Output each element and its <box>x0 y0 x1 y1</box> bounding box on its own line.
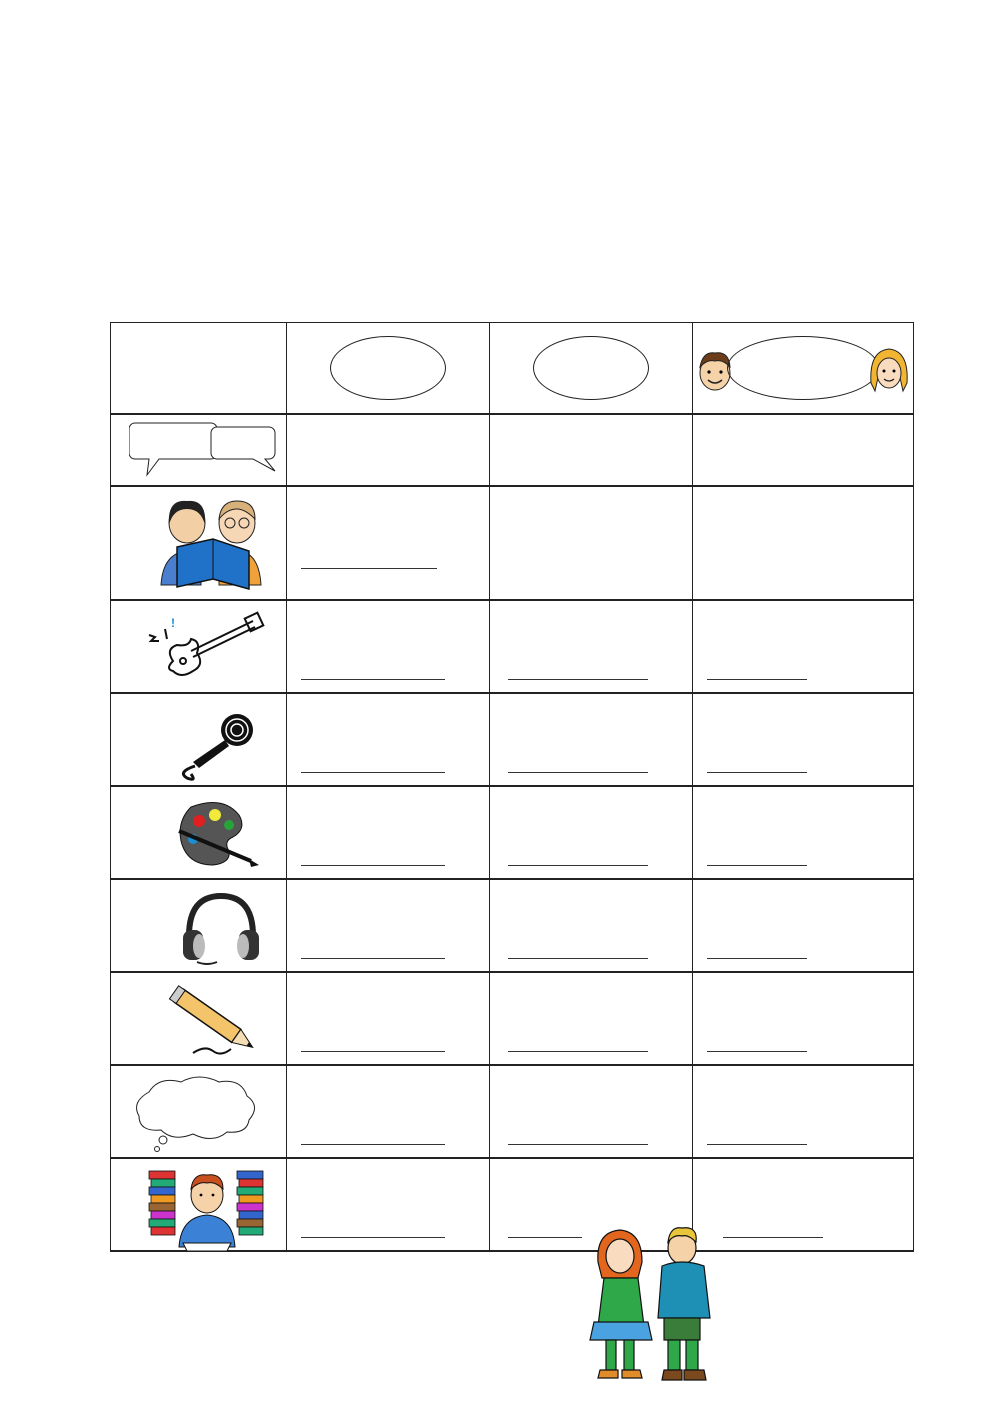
row8-du-cell <box>490 1065 693 1158</box>
row8-ich-text <box>295 1130 445 1149</box>
row3-picture-cell <box>111 600 287 693</box>
row9-picture-cell <box>111 1158 287 1251</box>
row3-er-cell <box>693 600 914 693</box>
eyes-icon <box>703 511 773 543</box>
row7-er-cell <box>693 972 914 1065</box>
header-er-sie <box>693 323 914 414</box>
pencil-border-bottom <box>30 1330 970 1390</box>
header-empty-cell <box>111 323 287 414</box>
row3-ich-text <box>295 665 445 684</box>
eyes-icon <box>122 121 166 139</box>
row3-er-text <box>701 665 807 684</box>
pencil-writing-icon <box>165 983 265 1059</box>
header-row <box>111 323 914 414</box>
row1-picture-cell <box>111 414 287 486</box>
row4-picture-cell <box>111 693 287 786</box>
row6-picture-cell <box>111 879 287 972</box>
row4-ich-cell <box>287 693 490 786</box>
boy-studying-books-icon <box>147 1163 267 1251</box>
table-row-3 <box>111 600 914 693</box>
conjugation-table <box>110 322 914 1252</box>
eyes-icon <box>703 421 773 453</box>
eyes-icon <box>500 421 570 453</box>
row6-du-text <box>498 944 648 963</box>
row5-ich-text <box>295 851 445 870</box>
row9-ich-text <box>295 1223 445 1242</box>
row2-du-cell <box>490 486 693 600</box>
row7-du-cell <box>490 972 693 1065</box>
title-die-verben <box>150 168 610 258</box>
row5-du-text <box>498 851 648 870</box>
row4-du-cell <box>490 693 693 786</box>
electric-guitar-icon <box>145 609 265 689</box>
katherina-and-paul-illustration <box>584 1222 724 1388</box>
row8-picture-cell <box>111 1065 287 1158</box>
row2-picture-cell <box>111 486 287 600</box>
table-row-7 <box>111 972 914 1065</box>
row2-ich-cell <box>287 486 490 600</box>
row8-er-cell <box>693 1065 914 1158</box>
row5-ich-cell <box>287 786 490 879</box>
header-du <box>490 323 693 414</box>
row4-du-text <box>498 758 648 777</box>
paint-palette-icon <box>173 797 263 873</box>
row9-er-cell <box>693 1158 914 1251</box>
row6-er-cell <box>693 879 914 972</box>
row1-du-cell <box>490 414 693 486</box>
row6-ich-text <box>295 944 445 963</box>
table-row-9 <box>111 1158 914 1251</box>
row2-ich-text <box>295 554 437 573</box>
row1-er-cell <box>693 414 914 486</box>
pencil-border-top <box>30 28 970 88</box>
table-row-6 <box>111 879 914 972</box>
row2-er-cell <box>693 486 914 600</box>
row7-picture-cell <box>111 972 287 1065</box>
row8-ich-cell <box>287 1065 490 1158</box>
header-ich <box>287 323 490 414</box>
row8-er-text <box>701 1130 807 1149</box>
row9-du-text <box>498 1223 582 1242</box>
row7-du-text <box>498 1037 648 1056</box>
row3-du-cell <box>490 600 693 693</box>
speech-bubbles-icon <box>129 419 289 481</box>
row7-er-text <box>701 1037 807 1056</box>
row4-er-cell <box>693 693 914 786</box>
table-row-5 <box>111 786 914 879</box>
svg-text:!: ! <box>171 615 175 630</box>
eyes-icon <box>122 149 166 167</box>
row8-du-text <box>498 1130 648 1149</box>
children-reading-icon <box>157 495 267 591</box>
row1-ich-cell <box>287 414 490 486</box>
microphone-icon <box>171 706 261 786</box>
table-row-2 <box>111 486 914 600</box>
row7-ich-text <box>295 1037 445 1056</box>
row5-er-cell <box>693 786 914 879</box>
thought-bubble-icon <box>129 1072 269 1154</box>
row7-ich-cell <box>287 972 490 1065</box>
row6-du-cell <box>490 879 693 972</box>
instructions <box>120 116 840 171</box>
row5-er-text <box>701 851 807 870</box>
row9-er-text <box>717 1223 823 1242</box>
headphones-icon <box>177 890 267 966</box>
row5-du-cell <box>490 786 693 879</box>
table-row-4 <box>111 693 914 786</box>
pronoun-oval-du <box>533 336 649 400</box>
row6-ich-cell <box>287 879 490 972</box>
row4-ich-text <box>295 758 445 777</box>
row6-er-text <box>701 944 807 963</box>
table-row-1 <box>111 414 914 486</box>
eyes-icon <box>500 511 570 543</box>
row3-ich-cell <box>287 600 490 693</box>
girl-face-icon <box>867 343 911 403</box>
row4-er-text <box>701 758 807 777</box>
table-row-8 <box>111 1065 914 1158</box>
row5-picture-cell <box>111 786 287 879</box>
pronoun-oval-er-sie <box>727 336 879 400</box>
pencil-border-left <box>30 70 90 1350</box>
pencil-border-right <box>912 70 972 1350</box>
pronoun-oval-ich <box>330 336 446 400</box>
row9-ich-cell <box>287 1158 490 1251</box>
row3-du-text <box>498 665 648 684</box>
